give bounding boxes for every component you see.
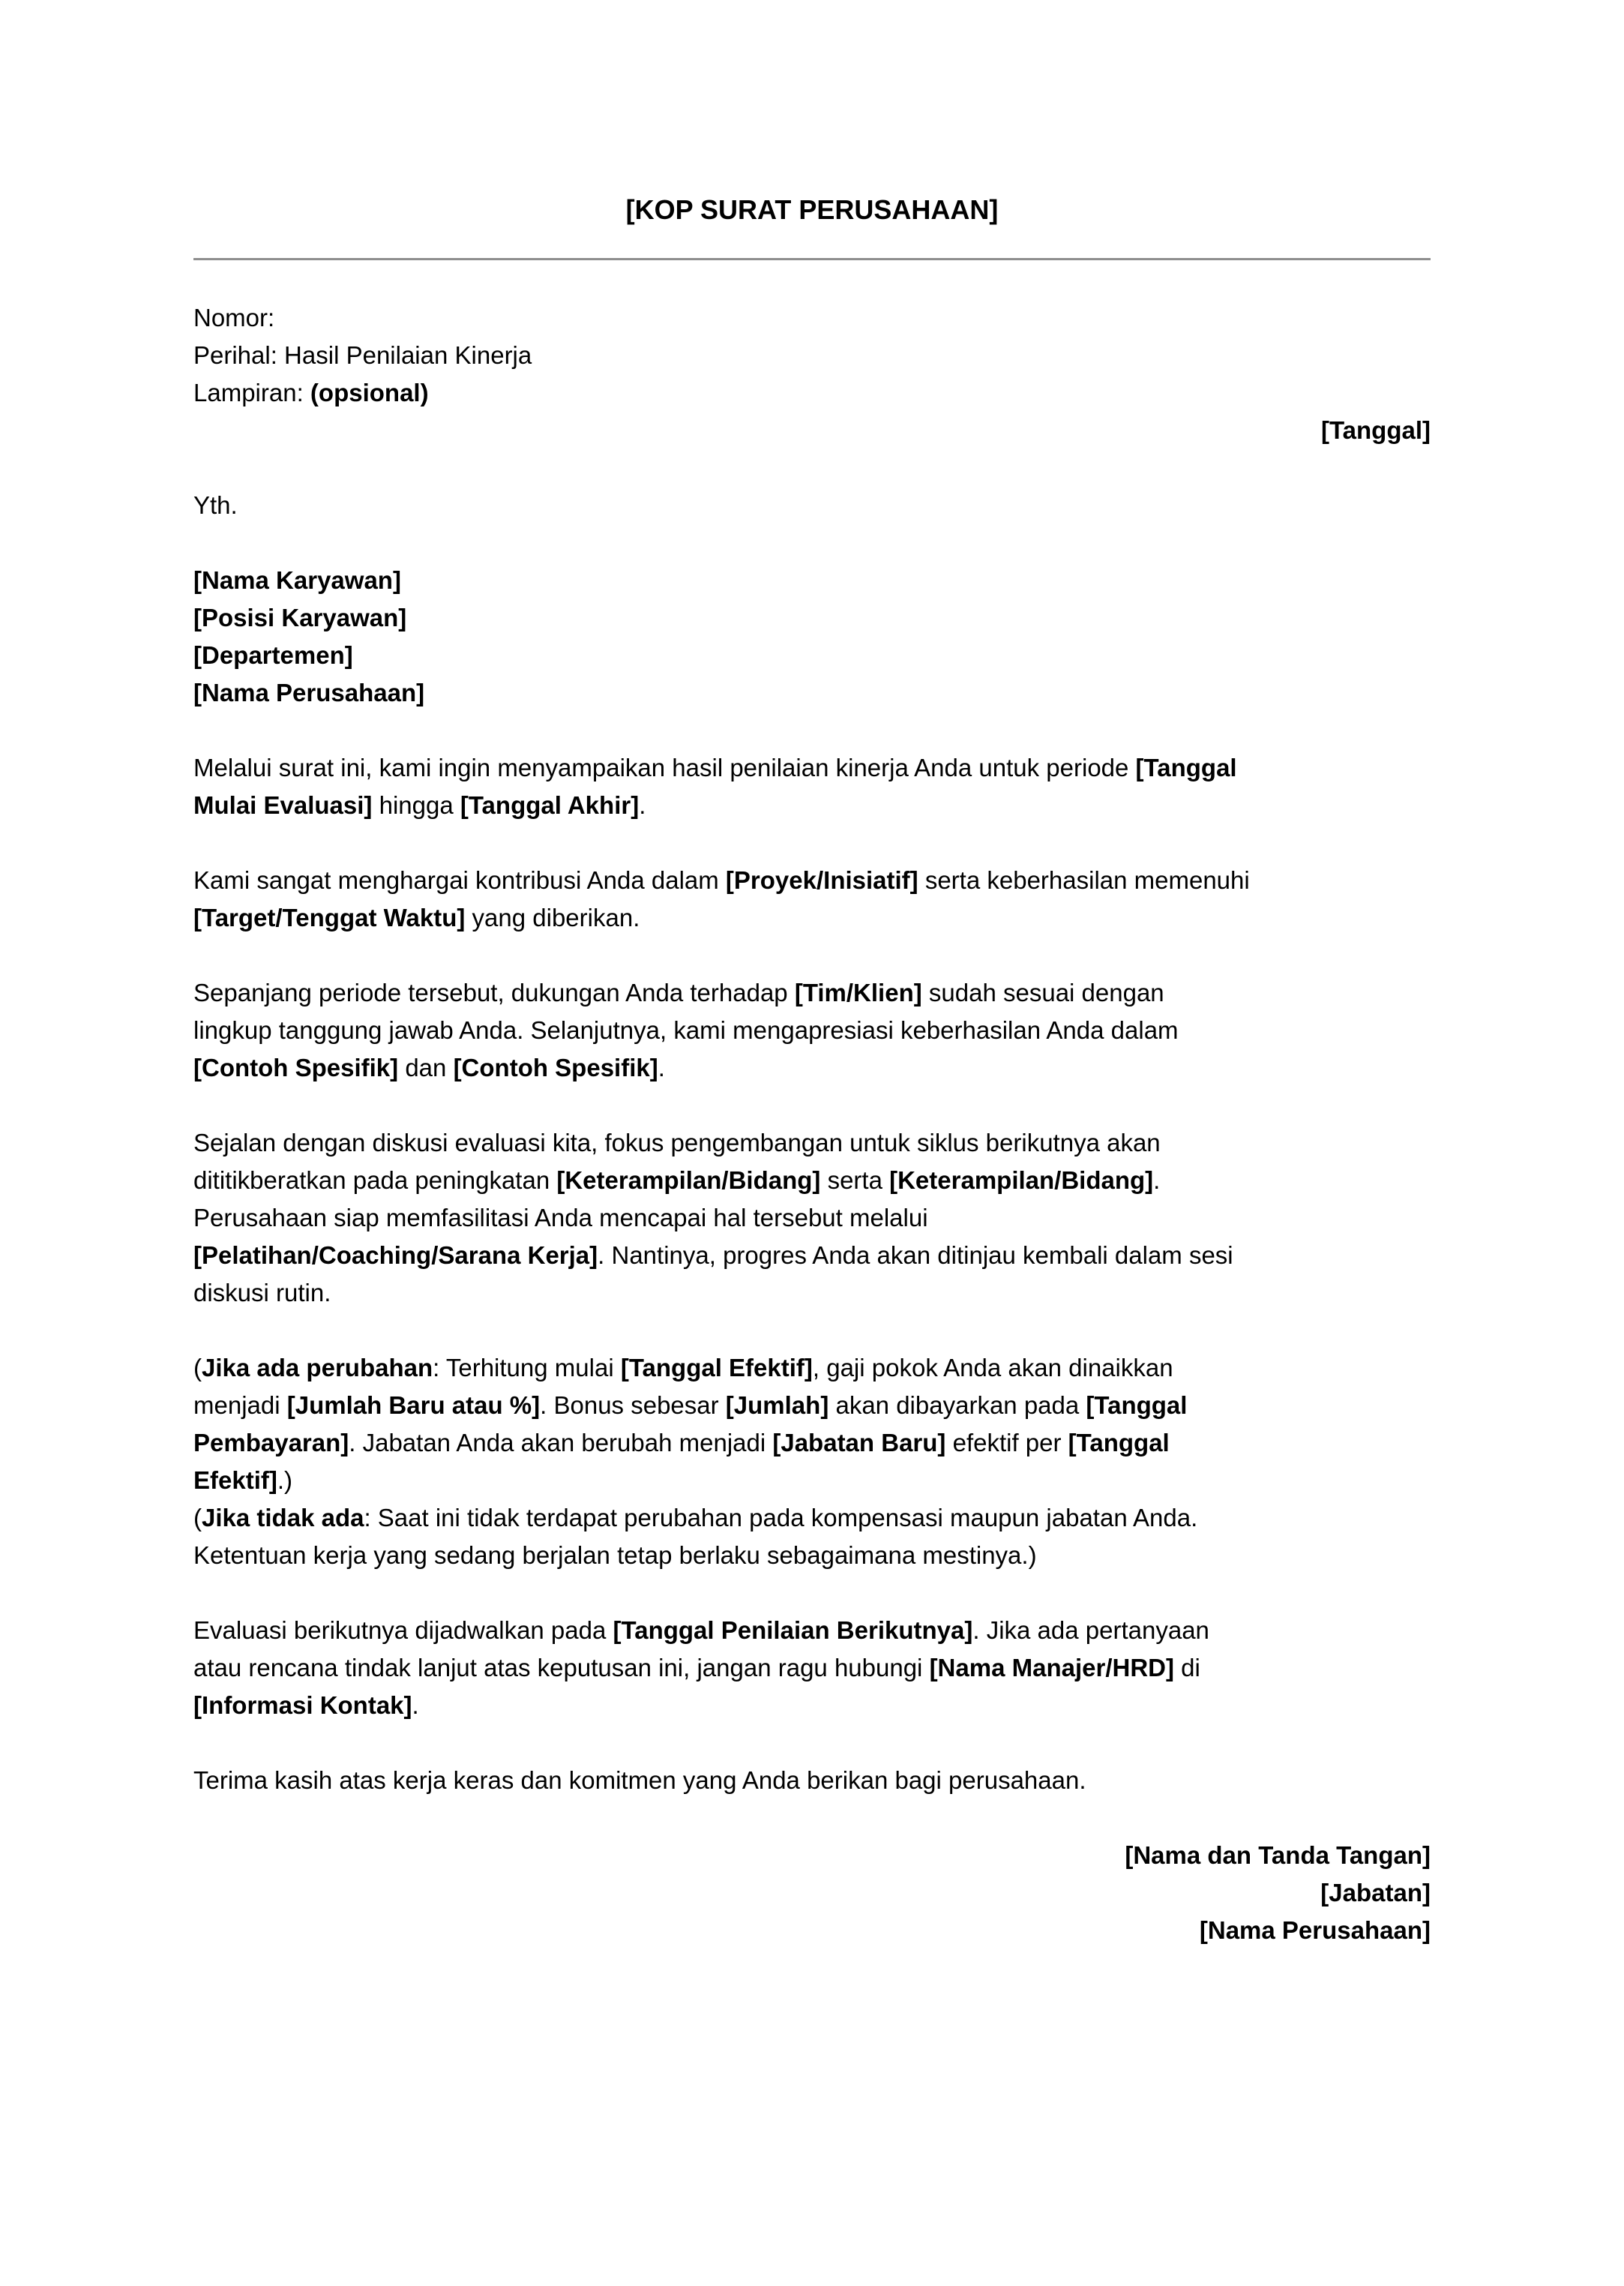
spacer xyxy=(193,449,1431,487)
paragraph-support xyxy=(193,974,1431,1087)
body-line: [Contoh Spesifik] dan [Contoh Spesifik]. xyxy=(193,1054,665,1082)
paragraph-next-evaluation xyxy=(193,1612,1431,1724)
recipient-block xyxy=(193,562,1431,712)
recipient-company: [Nama Perusahaan] xyxy=(193,679,425,706)
spacer xyxy=(193,1312,1431,1349)
meta-line-nomor: Nomor: xyxy=(193,304,275,332)
spacer xyxy=(193,1087,1431,1124)
body-line: Sepanjang periode tersebut, dukungan Anda terhadap [Tim/Klien] sudah sesuai dengan xyxy=(193,979,1164,1006)
body-line: Perusahaan siap memfasilitasi Anda mencapai hal tersebut melalui xyxy=(193,1204,928,1232)
paragraph-opening xyxy=(193,749,1431,824)
body-line: [Target/Tenggat Waktu] yang diberikan. xyxy=(193,904,640,932)
body-line: Kami sangat menghargai kontribusi Anda dalam [Proyek/Inisiatif] serta keberhasilan memenuhi xyxy=(193,866,1250,894)
meta-line-lampiran: Lampiran: (opsional) xyxy=(193,379,429,406)
spacer xyxy=(193,1799,1431,1837)
body-line: menjadi [Jumlah Baru atau %]. Bonus sebesar [Jumlah] akan dibayarkan pada [Tanggal xyxy=(193,1391,1188,1419)
body-line: (Jika tidak ada: Saat ini tidak terdapat perubahan pada kompensasi maupun jabatan Anda. xyxy=(193,1504,1198,1532)
date-line: [Tanggal] xyxy=(1320,416,1431,444)
body-line: atau rencana tindak lanjut atas keputusan ini, jangan ragu hubungi [Nama Manajer/HRD] di xyxy=(193,1654,1200,1682)
signature-name: [Nama dan Tanda Tangan] xyxy=(1125,1841,1431,1869)
spacer xyxy=(193,524,1431,562)
recipient-position: [Posisi Karyawan] xyxy=(193,604,407,632)
paragraph-changes xyxy=(193,1349,1431,1499)
recipient-department: [Departemen] xyxy=(193,641,353,669)
spacer xyxy=(193,712,1431,749)
body-line: Ketentuan kerja yang sedang berjalan tetap berlaku sebagaimana mestinya.) xyxy=(193,1541,1037,1569)
signature-block xyxy=(193,1837,1431,1949)
spacer xyxy=(193,824,1431,862)
body-line: Evaluasi berikutnya dijadwalkan pada [Tanggal Penilaian Berikutnya]. Jika ada pertanyaan xyxy=(193,1616,1209,1644)
body-line: Melalui surat ini, kami ingin menyampaikan hasil penilaian kinerja Anda untuk periode [Tanggal xyxy=(193,754,1237,782)
spacer xyxy=(193,937,1431,974)
body-line: [Informasi Kontak]. xyxy=(193,1691,419,1719)
body-line: lingkup tanggung jawab Anda. Selanjutnya, kami mengapresiasi keberhasilan Anda dalam xyxy=(193,1016,1179,1044)
signature-title: [Jabatan] xyxy=(1320,1879,1431,1906)
body-line: Pembayaran]. Jabatan Anda akan berubah menjadi [Jabatan Baru] efektif per [Tanggal xyxy=(193,1429,1170,1456)
body-line: [Pelatihan/Coaching/Sarana Kerja]. Nantinya, progres Anda akan ditinjau kembali dalam sesi xyxy=(193,1241,1233,1269)
letterhead-divider xyxy=(193,258,1431,260)
spacer xyxy=(193,1724,1431,1762)
body-line: Terima kasih atas kerja keras dan komitmen yang Anda berikan bagi perusahaan. xyxy=(193,1766,1086,1794)
body-line: Efektif].) xyxy=(193,1466,293,1494)
body-line: diskusi rutin. xyxy=(193,1279,331,1306)
recipient-name: [Nama Karyawan] xyxy=(193,566,401,594)
body-line: (Jika ada perubahan: Terhitung mulai [Tanggal Efektif], gaji pokok Anda akan dinaikkan xyxy=(193,1354,1173,1382)
body-line: Sejalan dengan diskusi evaluasi kita, fokus pengembangan untuk siklus berikutnya akan xyxy=(193,1129,1161,1156)
paragraph-development xyxy=(193,1124,1431,1312)
paragraph-thanks xyxy=(193,1762,1431,1799)
signature-company: [Nama Perusahaan] xyxy=(1199,1916,1431,1944)
meta-block xyxy=(193,299,1431,412)
body-line: Mulai Evaluasi] hingga [Tanggal Akhir]. xyxy=(193,791,646,819)
letterhead-title: [KOP SURAT PERUSAHAAN] xyxy=(625,194,999,225)
paragraph-no-changes xyxy=(193,1499,1431,1574)
paragraph-appreciation xyxy=(193,862,1431,937)
salutation: Yth. xyxy=(193,491,238,519)
body-line: dititikberatkan pada peningkatan [Keterampilan/Bidang] serta [Keterampilan/Bidang]. xyxy=(193,1166,1161,1194)
spacer xyxy=(193,1574,1431,1612)
meta-line-perihal: Perihal: Hasil Penilaian Kinerja xyxy=(193,341,532,369)
